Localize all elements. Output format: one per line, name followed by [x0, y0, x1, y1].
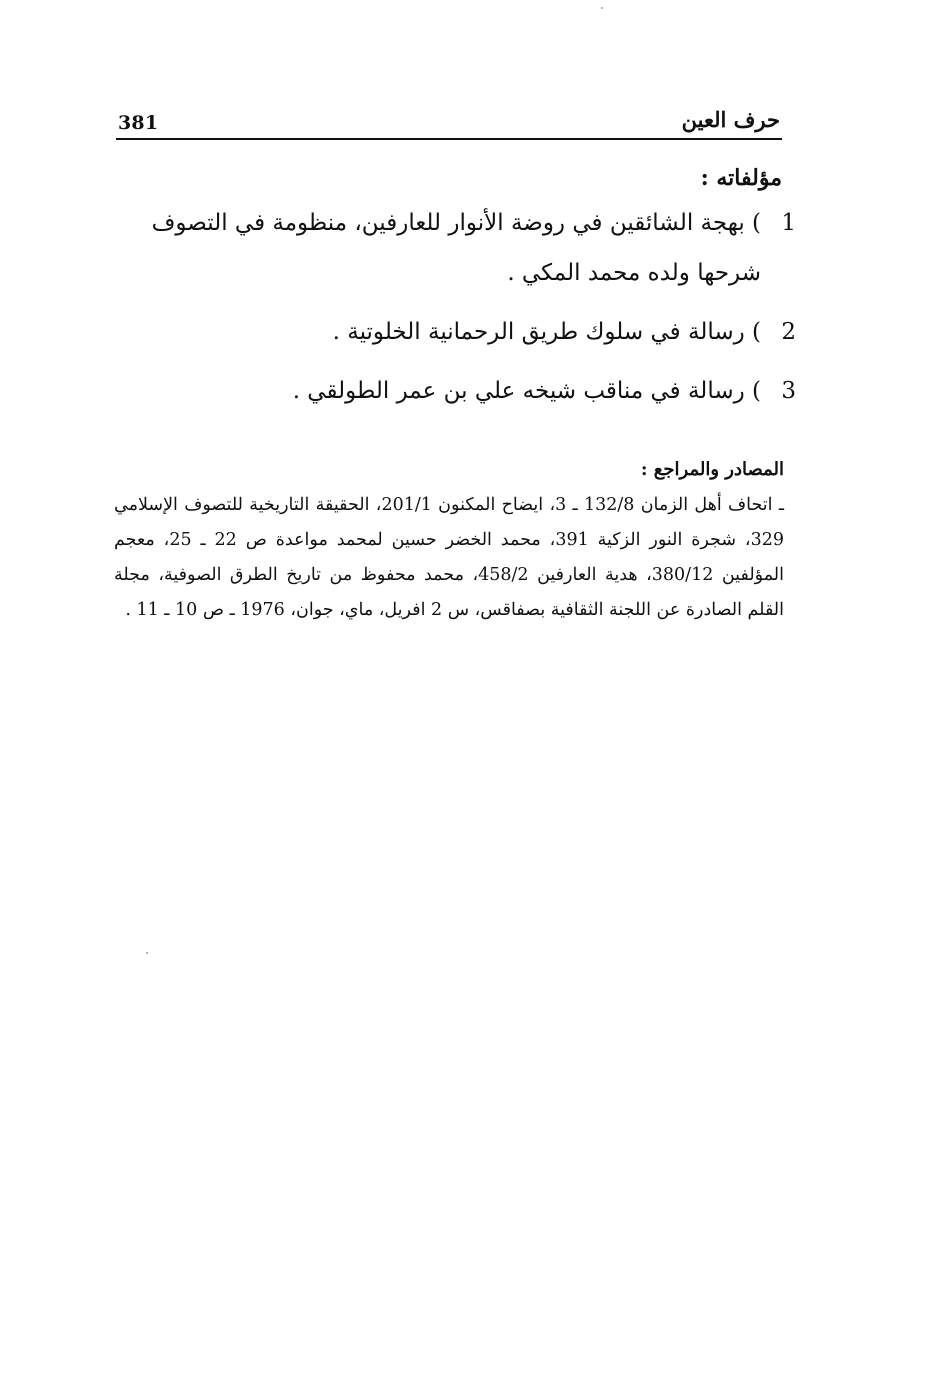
sources-heading: المصادر والمراجع : — [640, 459, 784, 480]
header-rule — [116, 138, 782, 140]
work-text: ) رسالة في مناقب شيخه علي بن عمر الطولقي . — [292, 378, 761, 404]
sources-text: ـ اتحاف أهل الزمان 132/8 ـ 3، ايضاح المكنون 201/1، الحقيقة التاريخية للتصوف الإسلامي 329، شجرة النور الزكية 391، محمد الخضر حسين لمحمد مواعدة ص 22 ـ 25، معجم المؤلفين 380/12، هدية العارفين 458/2، محمد محفوظ من تاريخ الطرق الصوفية، مجلة القلم الصادرة عن اللجنة الثقافية بصفاقس، س 2 افريل، ماي، جوان، 1976 ـ ص 10 ـ 11 . — [114, 495, 784, 620]
work-number: 3 — [781, 378, 796, 404]
work-text: ) رسالة في سلوك طريق الرحمانية الخلوتية . — [332, 319, 761, 345]
page-number: 381 — [118, 112, 159, 134]
work-item — [116, 198, 796, 298]
work-number: 1 — [781, 210, 796, 236]
work-item — [116, 366, 796, 416]
sources-section — [114, 452, 784, 628]
running-head: حرف العين — [681, 107, 780, 132]
works-list — [116, 198, 796, 425]
works-heading: مؤلفاته : — [700, 165, 782, 191]
scan-speck — [601, 7, 603, 9]
work-text: ) بهجة الشائقين في روضة الأنوار للعارفين، منظومة في التصوف شرحها ولده محمد المكي . — [151, 210, 761, 286]
scan-speck — [146, 952, 148, 954]
work-item — [116, 307, 796, 357]
work-number: 2 — [781, 319, 796, 345]
